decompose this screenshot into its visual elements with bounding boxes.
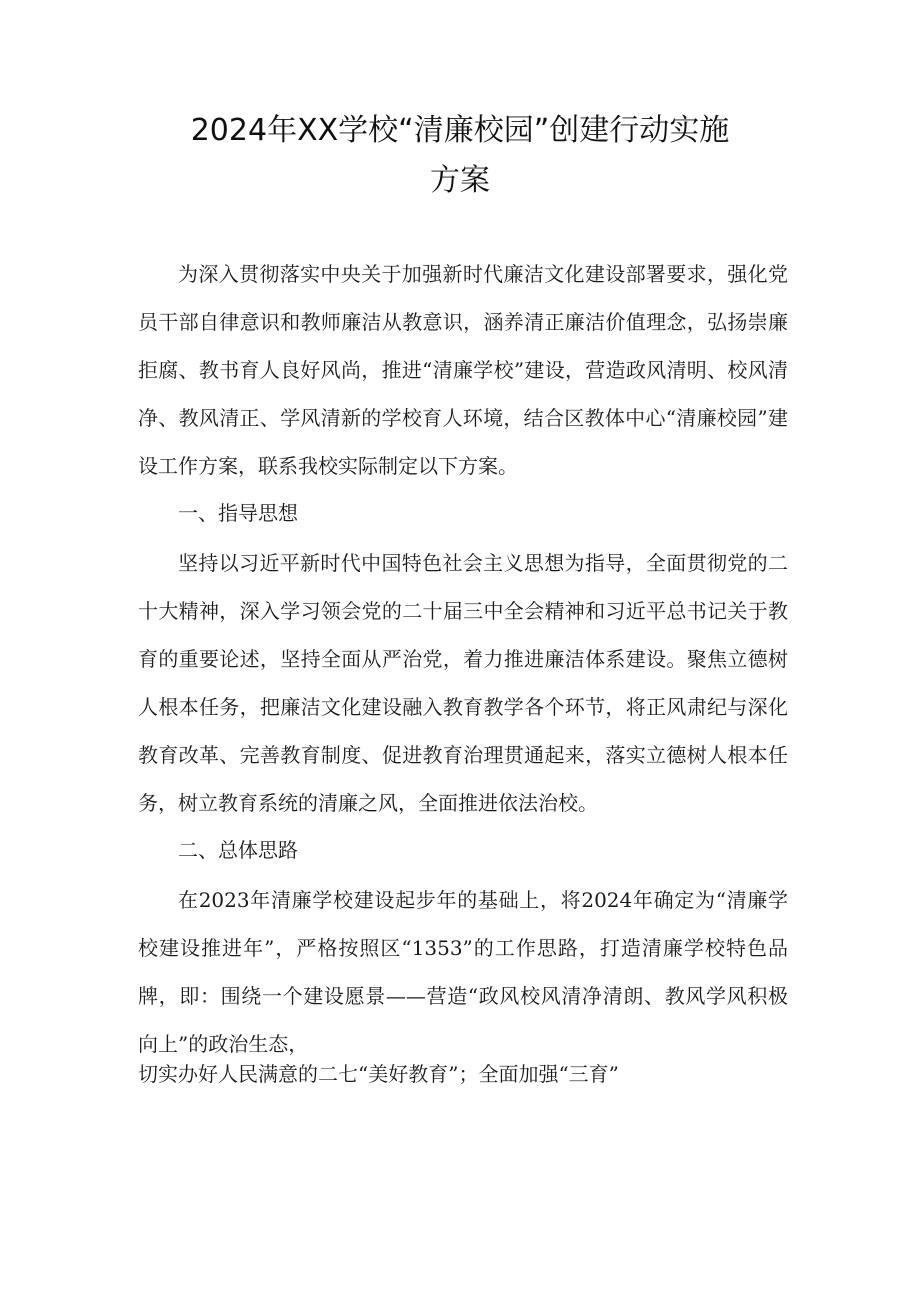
document-title-line-1: 2024年XX学校“清廉校园”创建行动实施 [190,113,730,148]
section-2-paragraph: 在2023年清廉学校建设起步年的基础上，将2024年确定为“清廉学校建设推进年”，严格按照区“1353”的工作思路，打造清廉学校特色品牌，即：围绕一个建设愿景——营造“政风校风清净清朗、教风学风积极向上”的政治生态， [138,888,788,1056]
section-1-paragraph: 坚持以习近平新时代中国特色社会主义思想为指导，全面贯彻党的二十大精神，深入学习领会党的二十届三中全会精神和习近平总书记关于教育的重要论述，坚持全面从严治党，着力推进廉洁体系建设。聚焦立德树人根本任务，把廉洁文化建设融入教育教学各个环节，将正风肃纪与深化教育改革、完善教育制度、促进教育治理贯通起来，落实立德树人根本任务，树立教育系统的清廉之风，全面推进依法治校。 [138,551,788,815]
document-title-line-2: 方案 [430,163,490,198]
section-2-tail-line: 切实办好人民满意的二七“美好教育”；全面加强“三育” [138,1062,619,1086]
section-1-heading: 一、指导思想 [178,501,298,525]
intro-paragraph: 为深入贯彻落实中央关于加强新时代廉洁文化建设部署要求，强化党员干部自律意识和教师廉洁从教意识，涵养清正廉洁价值理念，弘扬崇廉拒腐、教书育人良好风尚，推进“清廉学校”建设，营造政风清明、校风清净、教风清正、学风清新的学校育人环境，结合区教体中心“清廉校园”建设工作方案，联系我校实际制定以下方案。 [138,262,788,478]
document-title [110,106,810,206]
document-body [138,250,788,1092]
section-2-heading: 二、总体思路 [178,838,298,862]
